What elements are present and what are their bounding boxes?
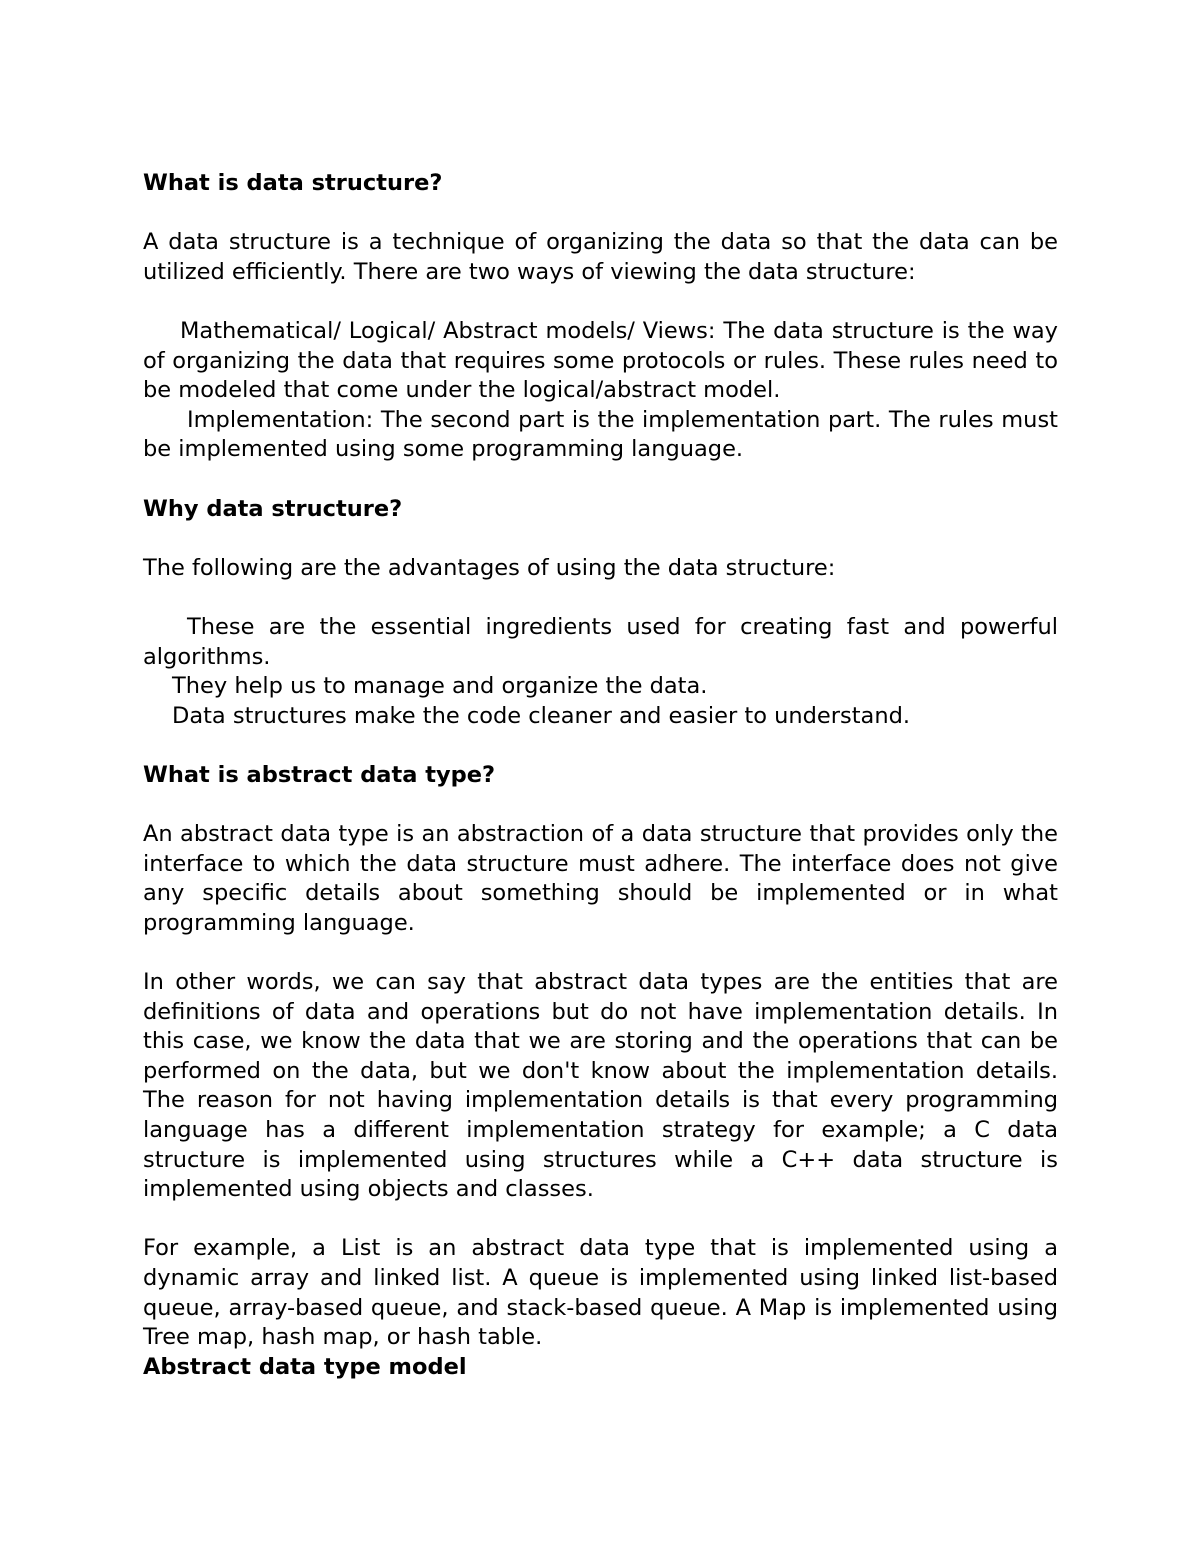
spacer — [143, 938, 1058, 968]
heading-why-data-structure: Why data structure? — [143, 495, 403, 522]
paragraph-adt-definition: An abstract data type is an abstraction of a data structure that provides only the interface to which the data structure must adhere. The interface does not give any specific details about something should be implemented or in what programming language. — [143, 821, 1058, 936]
heading-abstract-data-type: What is abstract data type? — [143, 761, 496, 788]
list-item-advantage: They help us to manage and organize the data. — [172, 673, 708, 700]
spacer — [143, 583, 1058, 613]
paragraph-definition: A data structure is a technique of organizing the data so that the data can be utilized efficiently. There are two ways of viewing the data structure: — [143, 229, 1058, 285]
spacer — [143, 199, 1058, 229]
paragraph-adt-explanation: In other words, we can say that abstract data types are the entities that are definitions of data and operations but do not have implementation details. In this case, we know the data that we are storing and the operations that can be performed on the data, but we don't know about the implementation details. The reason for not having implementation details is that every programming language has a different implementation strategy for example; a C data structure is implemented using structures while a C++ data structure is implemented using objects and classes. — [143, 969, 1058, 1203]
paragraph-adt-examples: For example, a List is an abstract data type that is implemented using a dynamic array and linked list. A queue is implemented using linked list-based queue, array-based queue, and stack-based queue. A Map is implemented using Tree map, hash map, or hash table. — [143, 1235, 1058, 1351]
paragraph-advantages-intro: The following are the advantages of using the data structure: — [143, 554, 836, 581]
list-item-advantage: These are the essential ingredients used for creating fast and powerful algorithms. — [143, 613, 1058, 670]
document-body — [143, 169, 1058, 1382]
spacer — [143, 1205, 1058, 1235]
list-item-implementation: Implementation: The second part is the implementation part. The rules must be implemented using some programming language. — [143, 406, 1058, 463]
spacer — [143, 524, 1058, 554]
spacer — [143, 790, 1058, 820]
list-item-advantage: Data structures make the code cleaner and easier to understand. — [172, 702, 911, 729]
heading-what-is-data-structure: What is data structure? — [143, 170, 443, 196]
spacer — [143, 287, 1058, 317]
heading-adt-model: Abstract data type model — [143, 1353, 467, 1380]
list-item-logical-model: Mathematical/ Logical/ Abstract models/ Views: The data structure is the way of organizing the data that requires some protocols or rules. These rules need to be modeled that come under the logical/abstract model. — [143, 317, 1058, 404]
spacer — [143, 731, 1058, 761]
spacer — [143, 465, 1058, 495]
